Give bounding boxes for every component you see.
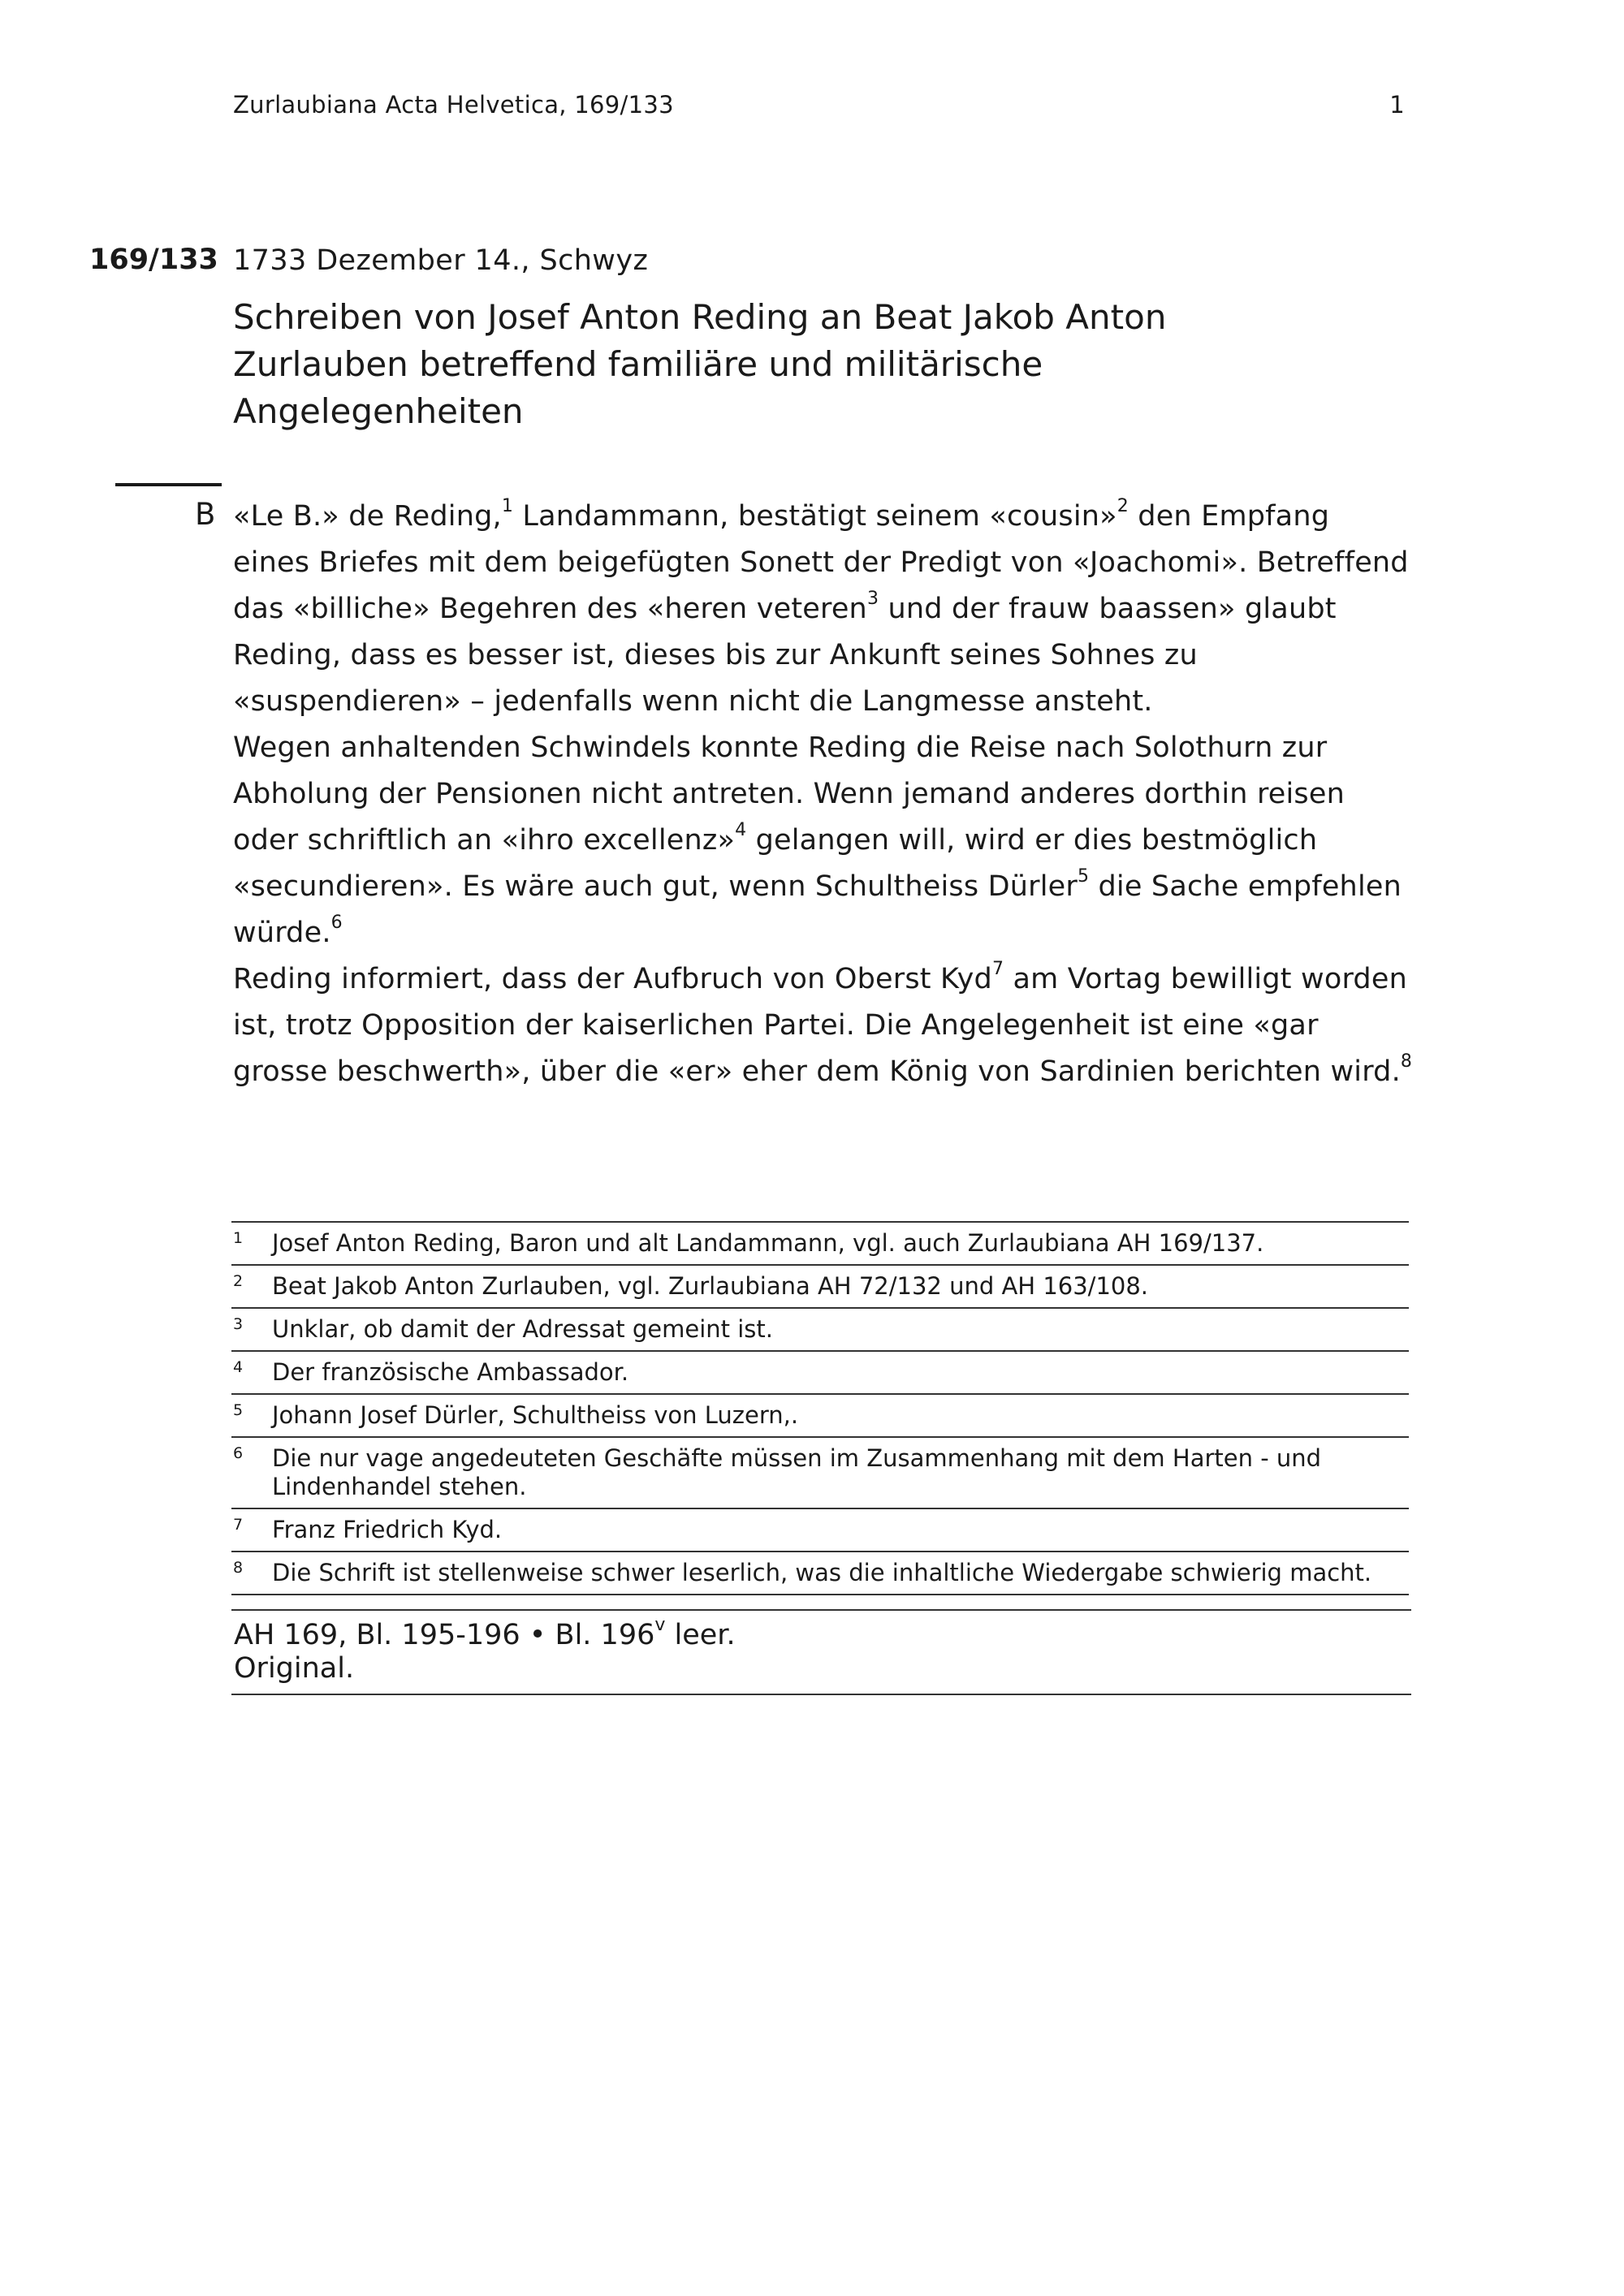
footnote-number: 6 bbox=[233, 1444, 244, 1462]
footnote bbox=[231, 1438, 1409, 1509]
paragraph-1: «Le B.» de Reding,$^1$ Landammann, bestätigt seinem «cousin»$^2$ den Empfang eines Briefes mit dem beigefügten Sonett der Predigt von «Joachomi». Betreffend das «billiche» Begehren des «heren veteren$^3$ und der frauw baassen» glaubt Reding, dass es besser ist, dieses bis zur Ankunft seines Sohnes zu «suspendieren» – jedenfalls wenn nicht die Langmesse ansteht. bbox=[233, 496, 1409, 718]
page-number: 1 bbox=[1389, 91, 1405, 119]
footnote bbox=[231, 1552, 1409, 1595]
footnote-ref-3[interactable]: 3 bbox=[866, 589, 879, 610]
footnote-text: Der französische Ambassador. bbox=[272, 1358, 629, 1386]
source-line-1: AH 169, Bl. 195-196 • Bl. 196$^v$ leer. bbox=[234, 1615, 736, 1651]
footnote bbox=[231, 1509, 1409, 1552]
footnote-number: 4 bbox=[233, 1358, 244, 1376]
document-title: Schreiben von Josef Anton Reding an Beat Jakob Anton Zurlauben betreffend familiäre und militärische Angelegenheiten bbox=[233, 297, 1167, 431]
document-number: 169/133 bbox=[89, 244, 218, 276]
footnote-ref-5[interactable]: 5 bbox=[1077, 866, 1090, 887]
footnote-text: Franz Friedrich Kyd. bbox=[272, 1516, 503, 1543]
paragraph-2: Wegen anhaltenden Schwindels konnte Reding die Reise nach Solothurn zur Abholung der Pensionen nicht antreten. Wenn jemand anderes dorthin reisen oder schriftlich an «ihro excellenz»$^4$ gelangen will, wird er dies bestmöglich «secundieren». Es wäre auch gut, wenn Schultheiss Dürler$^5$ die Sache empfehlen würde.$^6$ bbox=[233, 732, 1402, 949]
footnote bbox=[231, 1395, 1409, 1438]
footnote-ref-7[interactable]: 7 bbox=[991, 959, 1004, 980]
source-line-2: Original. bbox=[234, 1652, 355, 1685]
footnote-ref-6[interactable]: 6 bbox=[330, 913, 343, 934]
footnote-number: 1 bbox=[233, 1229, 244, 1247]
paragraph-3: Reding informiert, dass der Aufbruch von Oberst Kyd$^7$ am Vortag bewilligt worden ist, trotz Opposition der kaiserlichen Partei. Die Angelegenheit ist eine «gar grosse beschwerth», über die «er» eher dem König von Sardinien berichten wird.$^8$ bbox=[233, 959, 1413, 1088]
footnote-ref-2[interactable]: 2 bbox=[1116, 496, 1129, 517]
margin-rule bbox=[115, 483, 222, 486]
footnote-text: Beat Jakob Anton Zurlauben, vgl. Zurlaubiana AH 72/132 und AH 163/108. bbox=[272, 1272, 1149, 1300]
footnote bbox=[231, 1309, 1409, 1352]
running-header bbox=[233, 91, 1405, 119]
footnote-number: 7 bbox=[233, 1516, 244, 1534]
footnote-text: Josef Anton Reding, Baron und alt Landammann, vgl. auch Zurlaubiana AH 169/137. bbox=[272, 1229, 1264, 1257]
footnote bbox=[231, 1352, 1409, 1395]
source-note bbox=[231, 1609, 1411, 1695]
footnote-text: Unklar, ob damit der Adressat gemeint ist. bbox=[272, 1315, 773, 1343]
regest-body bbox=[233, 494, 1415, 1095]
footnotes bbox=[231, 1221, 1409, 1595]
footnote bbox=[231, 1266, 1409, 1309]
footnote-number: 5 bbox=[233, 1401, 244, 1419]
running-title: Zurlaubiana Acta Helvetica, 169/133 bbox=[233, 91, 674, 119]
document-date-place: 1733 Dezember 14., Schwyz bbox=[233, 244, 649, 277]
footnote-number: 2 bbox=[233, 1272, 244, 1290]
footnote bbox=[231, 1223, 1409, 1266]
footnote-ref-1[interactable]: 1 bbox=[501, 496, 514, 517]
footnote-ref-8[interactable]: 8 bbox=[1400, 1051, 1413, 1072]
footnote-text: Die Schrift ist stellenweise schwer leserlich, was die inhaltliche Wiedergabe schwierig macht. bbox=[272, 1559, 1372, 1586]
footnote-text: Die nur vage angedeuteten Geschäfte müssen im Zusammenhang mit dem Harten - und Lindenhandel stehen. bbox=[272, 1444, 1322, 1500]
footnote-ref-4[interactable]: 4 bbox=[735, 820, 747, 841]
margin-letter: B bbox=[195, 497, 216, 532]
footnote-number: 3 bbox=[233, 1315, 244, 1333]
footnote-text: Johann Josef Dürler, Schultheiss von Luzern,. bbox=[272, 1401, 799, 1429]
footnote-number: 8 bbox=[233, 1559, 244, 1577]
